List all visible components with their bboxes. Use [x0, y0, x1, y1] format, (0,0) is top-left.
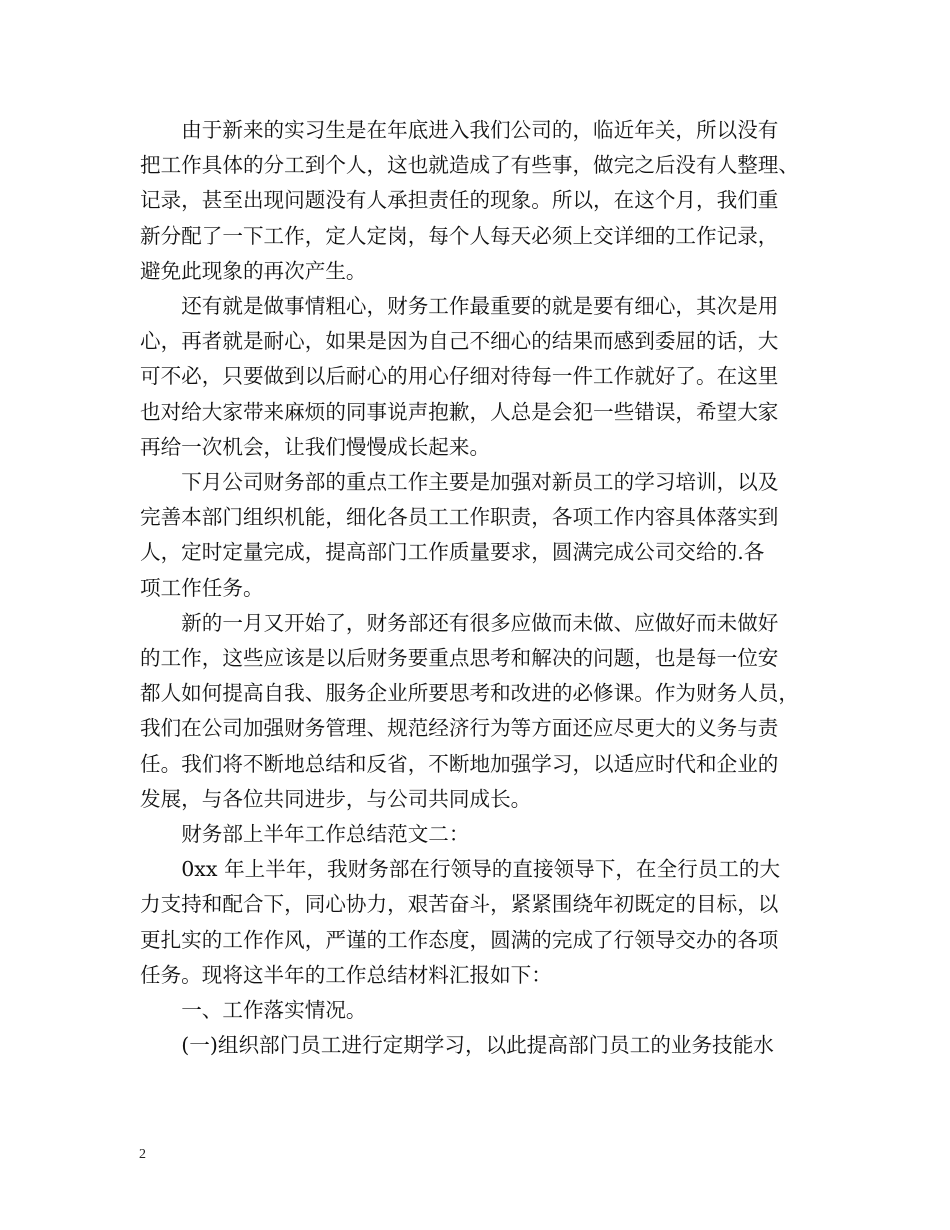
page-number: 2	[139, 1147, 146, 1162]
document-body	[140, 113, 830, 1063]
paragraph-new-month: 新的一月又开始了，财务部还有很多应做而未做、应做好而未做好 的工作，这些应该是以后财务要重点思考和解决的问题，也是每一位安 都人如何提高自我、服务企业所要思考和改进的必修课。作为财务人员， 我们在公司加强财务管理、规范经济行为等方面还应尽更大的义务与责 任。我们将不断地总结和反省，不断地加强学习，以适应时代和企业的 发展，与各位共同进步，与公司共同成长。	[140, 610, 799, 811]
paragraph-staff-training: (一)组织部门员工进行定期学习，以此提高部门员工的业务技能水	[181, 1033, 774, 1058]
paragraph-half-year-summary: 0xx 年上半年，我财务部在行领导的直接领导下，在全行员工的大 力支持和配合下，同心协力，艰苦奋斗，紧紧围绕年初既定的目标，以 更扎实的工作作风，严谨的工作态度，圆满的完成了行领导交办的各项 任务。现将这半年的工作总结材料汇报如下：	[140, 857, 781, 987]
section-heading-sample-two: 财务部上半年工作总结范文二：	[181, 822, 470, 847]
section-heading-work-implementation: 一、工作落实情况。	[181, 998, 367, 1023]
paragraph-carelessness: 还有就是做事情粗心，财务工作最重要的就是要有细心，其次是用 心，再者就是耐心，如果是因为自己不细心的结果而感到委屈的话，大 可不必，只要做到以后耐心的用心仔细对待每一件工作就好了。在这里 也对给大家带来麻烦的同事说声抱歉，人总是会犯一些错误，希望大家 再给一次机会，让我们慢慢成长起来。	[140, 294, 779, 459]
paragraph-next-month-focus: 下月公司财务部的重点工作主要是加强对新员工的学习培训，以及 完善本部门组织机能，细化各员工工作职责，各项工作内容具体落实到 人，定时定量完成，提高部门工作质量要求，圆满完成公司交给的.各 项工作任务。	[140, 470, 779, 600]
paragraph-intern-arrangement: 由于新来的实习生是在年底进入我们公司的，临近年关，所以没有 把工作具体的分工到个人，这也就造成了有些事，做完之后没有人整理、 记录，甚至出现问题没有人承担责任的现象。所以，在这个月，我们重 新分配了一下工作，定人定岗，每个人每天必须上交详细的工作记录， 避免此现象的再次产生。	[140, 118, 799, 283]
